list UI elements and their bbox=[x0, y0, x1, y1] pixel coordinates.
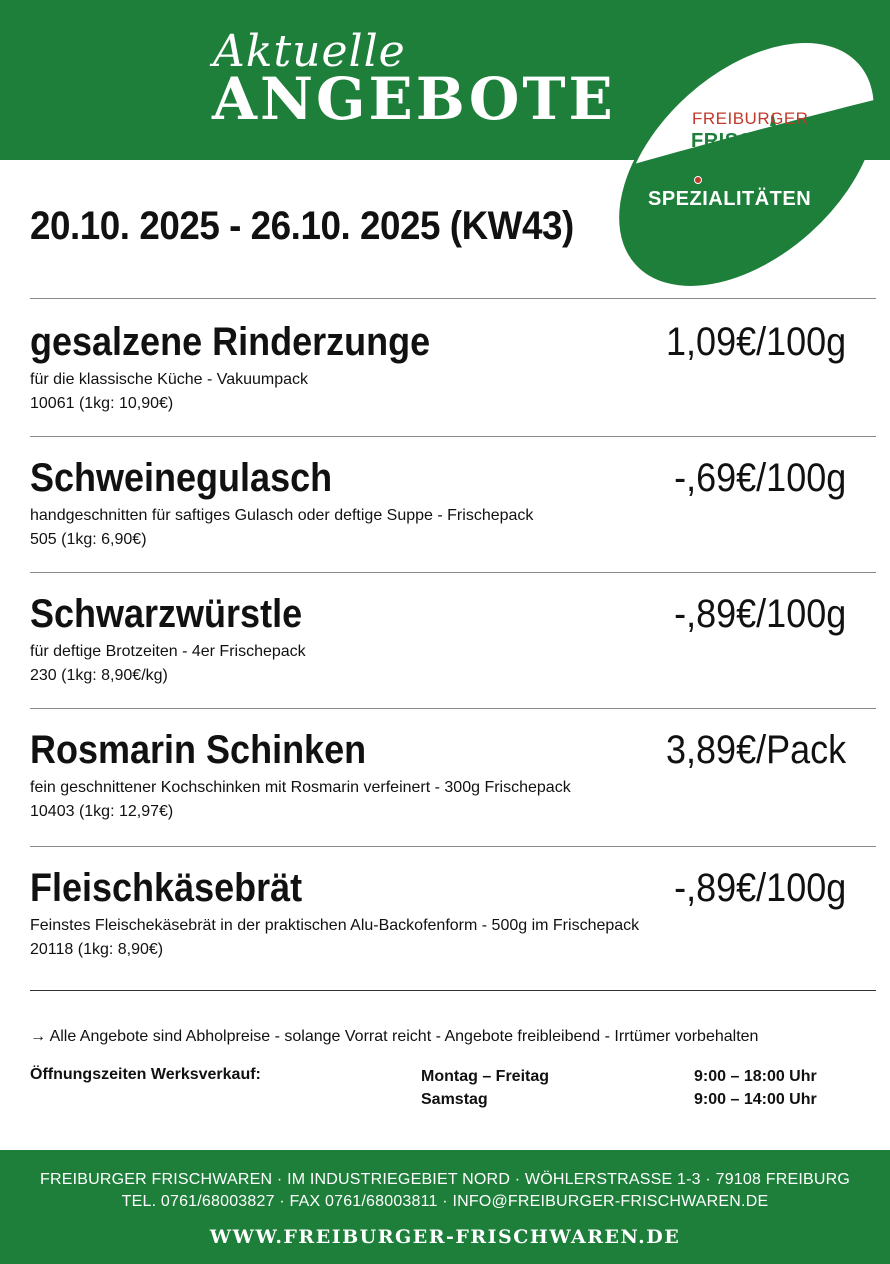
divider bbox=[30, 436, 876, 437]
divider bbox=[30, 708, 876, 709]
opening-hours-days bbox=[421, 1065, 549, 1111]
offer-name: Schweinegulasch bbox=[30, 456, 333, 500]
offer-price: -,89€/100g bbox=[673, 866, 846, 910]
offer-code: 505 (1kg: 6,90€) bbox=[30, 531, 147, 548]
footer-website-link[interactable]: WWW.FREIBURGER-FRISCHWAREN.DE bbox=[209, 1226, 681, 1248]
opening-hours-label: Öffnungszeiten Werksverkauf: bbox=[30, 1066, 261, 1083]
footer-address: FREIBURGER FRISCHWAREN · IM INDUSTRIEGEBIET NORD · WÖHLERSTRASSE 1-3 · 79108 FREIBURG bbox=[40, 1171, 850, 1188]
hours-saturday: Samstag bbox=[421, 1091, 488, 1109]
disclaimer-note: → Alle Angebote sind Abholpreise - solange Vorrat reicht - Angebote freibleibend - Irrtümer vorbehalten bbox=[30, 1028, 759, 1045]
logo-ellipse-shape bbox=[618, 34, 878, 292]
opening-hours-times bbox=[694, 1065, 817, 1111]
header-script-title: Aktuelle bbox=[213, 26, 406, 77]
offer-price: -,69€/100g bbox=[673, 456, 846, 500]
offer-item bbox=[30, 322, 876, 442]
offer-item bbox=[30, 594, 876, 714]
brand-logo bbox=[618, 34, 878, 292]
offer-description: Feinstes Fleischekäsebrät in der praktischen Alu-Backofenform - 500g im Frischepack bbox=[30, 917, 640, 934]
offer-item bbox=[30, 730, 876, 850]
offer-code: 10403 (1kg: 12,97€) bbox=[30, 803, 174, 820]
offer-name: gesalzene Rinderzunge bbox=[30, 320, 431, 364]
logo-text-freiburger: FREIBURGER bbox=[692, 109, 809, 128]
offer-code: 10061 (1kg: 10,90€) bbox=[30, 395, 174, 412]
divider bbox=[30, 572, 876, 573]
offer-code: 230 (1kg: 8,90€/kg) bbox=[30, 667, 168, 684]
offer-name: Schwarzwürstle bbox=[30, 592, 303, 636]
logo-text-frischwaren: FRISCHWAREN bbox=[691, 130, 846, 152]
footer-band bbox=[0, 1150, 890, 1264]
offer-price: 1,09€/100g bbox=[665, 320, 846, 364]
hours-weekdays: Montag – Freitag bbox=[421, 1068, 550, 1085]
offer-name: Rosmarin Schinken bbox=[30, 728, 367, 772]
offer-description: für die klassische Küche - Vakuumpack bbox=[30, 371, 309, 388]
offer-price: 3,89€/Pack bbox=[665, 728, 846, 772]
hours-weekdays-time: 9:00 – 18:00 Uhr bbox=[694, 1068, 817, 1085]
offer-description: für deftige Brotzeiten - 4er Frischepack bbox=[30, 643, 306, 660]
offer-description: handgeschnitten für saftiges Gulasch oder deftige Suppe - Frischepack bbox=[30, 507, 534, 524]
offer-price: -,89€/100g bbox=[673, 592, 846, 636]
offer-name: Fleischkäsebrät bbox=[30, 866, 303, 910]
divider bbox=[30, 298, 876, 299]
offer-code: 20118 (1kg: 8,90€) bbox=[30, 941, 164, 958]
logo-text-spezialitaeten: SPEZIALITÄTEN bbox=[648, 188, 812, 210]
divider bbox=[30, 846, 876, 847]
footer-contact: TEL. 0761/68003827 · FAX 0761/68003811 · INFO@FREIBURGER-FRISCHWAREN.DE bbox=[121, 1193, 769, 1210]
hours-saturday-time: 9:00 – 14:00 Uhr bbox=[694, 1091, 817, 1109]
offer-item bbox=[30, 868, 876, 988]
header-main-title: ANGEBOTE bbox=[212, 65, 616, 133]
offer-date-range: 20.10. 2025 - 26.10. 2025 (KW43) bbox=[30, 204, 574, 248]
divider bbox=[30, 990, 876, 991]
logo-dot-icon bbox=[694, 176, 702, 184]
offer-item bbox=[30, 458, 876, 578]
offer-description: fein geschnittener Kochschinken mit Rosmarin verfeinert - 300g Frischepack bbox=[30, 779, 571, 796]
